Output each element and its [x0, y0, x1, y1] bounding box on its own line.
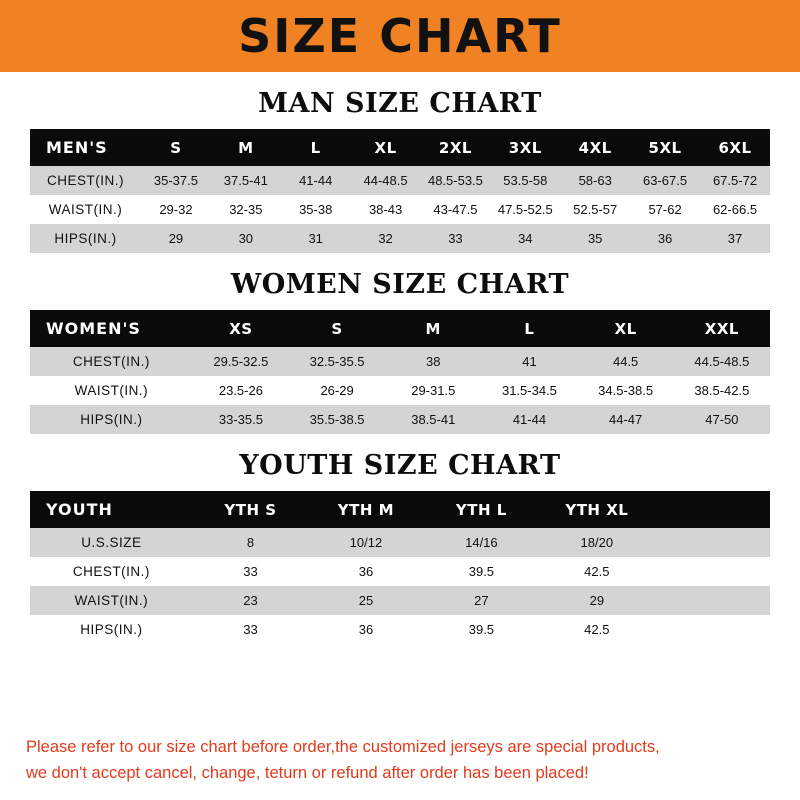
women-section-title: WOMEN SIZE CHART	[230, 269, 570, 300]
table-row	[30, 166, 770, 195]
youth-table-head	[30, 491, 770, 528]
men-row0-cell4: 48.5-53.5	[421, 166, 491, 195]
men-row2-cell8: 37	[700, 224, 770, 253]
men-row1-cell7: 57-62	[630, 195, 700, 224]
men-header-cell-2: M	[211, 129, 281, 166]
youth-row3-cell1: 36	[308, 615, 423, 644]
table-row	[30, 405, 770, 434]
youth-row2-cell3: 29	[539, 586, 654, 615]
youth-header-cell-3: YTH L	[424, 491, 539, 528]
youth-header-cell-2: YTH M	[308, 491, 423, 528]
men-header-cell-6: 3XL	[490, 129, 560, 166]
men-table-body	[30, 166, 770, 253]
men-row0-cell3: 44-48.5	[351, 166, 421, 195]
note-line-2: we don't accept cancel, change, teturn or refund after order has been placed!	[26, 764, 589, 782]
men-header-cell-7: 4XL	[560, 129, 630, 166]
women-row2-cell4: 44-47	[578, 405, 674, 434]
women-header-cell-2: S	[289, 310, 385, 347]
women-table-wrap	[30, 310, 770, 434]
men-size-table	[30, 129, 770, 253]
youth-row2-label: WAIST(IN.)	[30, 586, 193, 615]
women-row2-cell2: 38.5-41	[385, 405, 481, 434]
women-header-cell-0: WOMEN'S	[30, 310, 193, 347]
youth-row0-cell0: 8	[193, 528, 308, 557]
table-header-row	[30, 129, 770, 166]
youth-row3-spacer	[655, 615, 770, 644]
men-row1-cell5: 47.5-52.5	[490, 195, 560, 224]
men-header-cell-8: 5XL	[630, 129, 700, 166]
men-row2-cell7: 36	[630, 224, 700, 253]
table-header-row	[30, 310, 770, 347]
note-line-1: Please refer to our size chart before order,the customized jerseys are special products,	[26, 738, 660, 756]
youth-row3-cell2: 39.5	[424, 615, 539, 644]
women-row1-cell5: 38.5-42.5	[674, 376, 770, 405]
youth-row2-cell2: 27	[424, 586, 539, 615]
table-row	[30, 224, 770, 253]
women-row0-label: CHEST(IN.)	[30, 347, 193, 376]
youth-row0-spacer	[655, 528, 770, 557]
youth-header-spacer	[655, 491, 770, 528]
youth-header-cell-1: YTH S	[193, 491, 308, 528]
order-policy-note	[0, 724, 800, 800]
men-row1-label: WAIST(IN.)	[30, 195, 141, 224]
men-row0-cell8: 67.5-72	[700, 166, 770, 195]
youth-size-table	[30, 491, 770, 644]
men-header-cell-9: 6XL	[700, 129, 770, 166]
table-header-row	[30, 491, 770, 528]
women-table-body	[30, 347, 770, 434]
women-table-head	[30, 310, 770, 347]
women-row0-cell5: 44.5-48.5	[674, 347, 770, 376]
women-row2-cell3: 41-44	[481, 405, 577, 434]
table-row	[30, 347, 770, 376]
men-row2-cell4: 33	[421, 224, 491, 253]
table-row	[30, 615, 770, 644]
women-row2-label: HIPS(IN.)	[30, 405, 193, 434]
men-row0-cell6: 58-63	[560, 166, 630, 195]
youth-row2-cell0: 23	[193, 586, 308, 615]
youth-row1-cell1: 36	[308, 557, 423, 586]
table-row	[30, 528, 770, 557]
women-row0-cell4: 44.5	[578, 347, 674, 376]
youth-row3-cell3: 42.5	[539, 615, 654, 644]
men-row1-cell0: 29-32	[141, 195, 211, 224]
youth-row0-label: U.S.SIZE	[30, 528, 193, 557]
women-row2-cell5: 47-50	[674, 405, 770, 434]
women-header-cell-4: L	[481, 310, 577, 347]
men-row0-cell7: 63-67.5	[630, 166, 700, 195]
men-row2-cell2: 31	[281, 224, 351, 253]
women-row1-cell0: 23.5-26	[193, 376, 289, 405]
women-row1-cell2: 29-31.5	[385, 376, 481, 405]
youth-header-cell-0: YOUTH	[30, 491, 193, 528]
men-row1-cell1: 32-35	[211, 195, 281, 224]
youth-row3-label: HIPS(IN.)	[30, 615, 193, 644]
men-header-cell-3: L	[281, 129, 351, 166]
men-row1-cell8: 62-66.5	[700, 195, 770, 224]
youth-row2-cell1: 25	[308, 586, 423, 615]
men-row0-cell2: 41-44	[281, 166, 351, 195]
youth-row1-cell3: 42.5	[539, 557, 654, 586]
men-row0-cell5: 53.5-58	[490, 166, 560, 195]
youth-row2-spacer	[655, 586, 770, 615]
youth-row1-spacer	[655, 557, 770, 586]
women-row2-cell1: 35.5-38.5	[289, 405, 385, 434]
men-row0-cell0: 35-37.5	[141, 166, 211, 195]
youth-row0-cell2: 14/16	[424, 528, 539, 557]
men-row0-cell1: 37.5-41	[211, 166, 281, 195]
men-row1-cell3: 38-43	[351, 195, 421, 224]
youth-section-title: YOUTH SIZE CHART	[239, 450, 561, 481]
men-header-cell-4: XL	[351, 129, 421, 166]
men-header-cell-5: 2XL	[421, 129, 491, 166]
women-header-cell-3: M	[385, 310, 481, 347]
men-row1-cell6: 52.5-57	[560, 195, 630, 224]
women-row1-label: WAIST(IN.)	[30, 376, 193, 405]
women-header-cell-1: XS	[193, 310, 289, 347]
men-section-title: MAN SIZE CHART	[258, 88, 542, 119]
men-row2-cell3: 32	[351, 224, 421, 253]
youth-row1-label: CHEST(IN.)	[30, 557, 193, 586]
women-row0-cell3: 41	[481, 347, 577, 376]
table-row	[30, 376, 770, 405]
youth-header-cell-4: YTH XL	[539, 491, 654, 528]
women-size-table	[30, 310, 770, 434]
youth-row3-cell0: 33	[193, 615, 308, 644]
youth-row0-cell1: 10/12	[308, 528, 423, 557]
youth-row1-cell0: 33	[193, 557, 308, 586]
men-row2-cell5: 34	[490, 224, 560, 253]
youth-table-body	[30, 528, 770, 644]
men-row1-cell2: 35-38	[281, 195, 351, 224]
men-row2-cell6: 35	[560, 224, 630, 253]
men-header-cell-0: MEN'S	[30, 129, 141, 166]
youth-table-wrap	[30, 491, 770, 644]
men-row2-cell0: 29	[141, 224, 211, 253]
women-row0-cell2: 38	[385, 347, 481, 376]
men-row1-cell4: 43-47.5	[421, 195, 491, 224]
youth-row1-cell2: 39.5	[424, 557, 539, 586]
women-header-cell-5: XL	[578, 310, 674, 347]
men-header-cell-1: S	[141, 129, 211, 166]
men-table-wrap	[30, 129, 770, 253]
table-row	[30, 557, 770, 586]
table-row	[30, 586, 770, 615]
women-row1-cell4: 34.5-38.5	[578, 376, 674, 405]
women-row0-cell1: 32.5-35.5	[289, 347, 385, 376]
women-row0-cell0: 29.5-32.5	[193, 347, 289, 376]
women-header-cell-6: XXL	[674, 310, 770, 347]
header-banner	[0, 0, 800, 72]
women-row1-cell1: 26-29	[289, 376, 385, 405]
men-row2-label: HIPS(IN.)	[30, 224, 141, 253]
page-title: SIZE CHART	[238, 9, 562, 63]
women-row2-cell0: 33-35.5	[193, 405, 289, 434]
header-banner-inner	[0, 0, 800, 72]
women-row1-cell3: 31.5-34.5	[481, 376, 577, 405]
youth-row0-cell3: 18/20	[539, 528, 654, 557]
men-table-head	[30, 129, 770, 166]
men-row0-label: CHEST(IN.)	[30, 166, 141, 195]
table-row	[30, 195, 770, 224]
men-row2-cell1: 30	[211, 224, 281, 253]
